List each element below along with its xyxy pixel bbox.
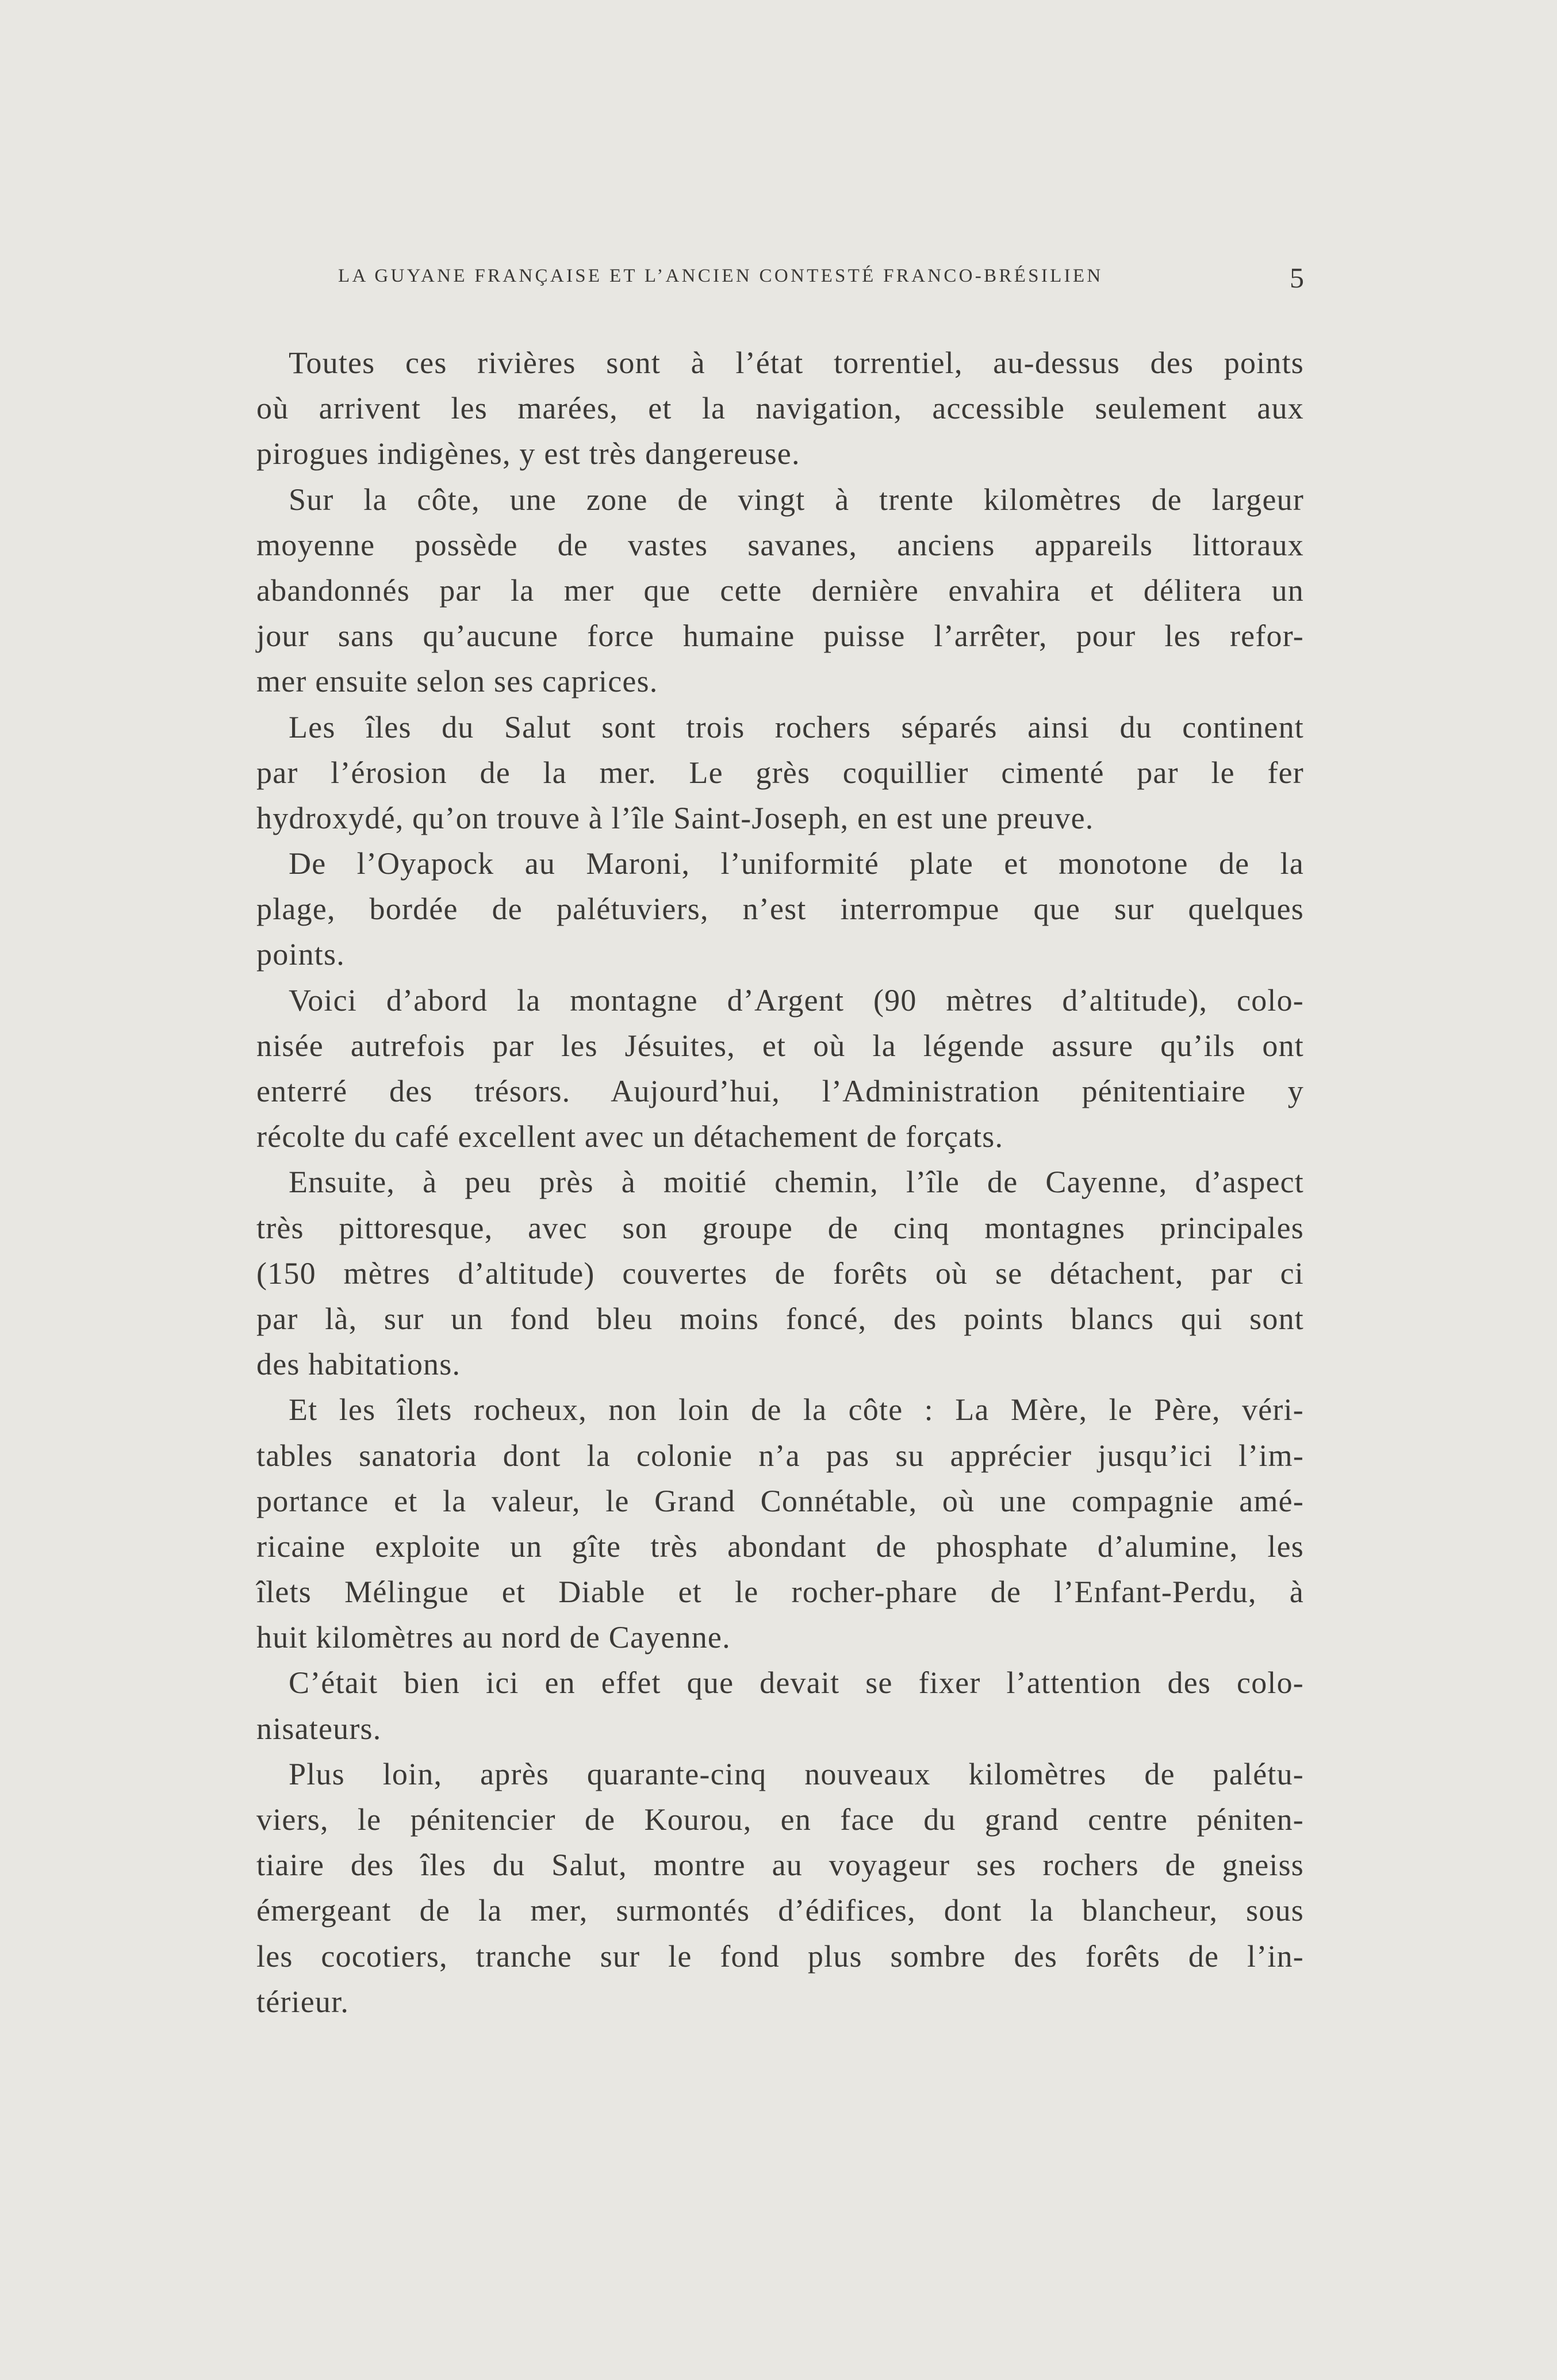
text-line: par là, sur un fond bleu moins foncé, des points blancs qui sont <box>256 1301 1304 1336</box>
text-line: jour sans qu’aucune force humaine puisse l’arrêter, pour les refor- <box>256 619 1304 654</box>
text-line: Plus loin, après quarante-cinq nouveaux kilomètres de palétu- <box>289 1756 1304 1791</box>
text-line: portance et la valeur, le Grand Connétable, où une compagnie amé- <box>256 1483 1304 1518</box>
text-line: nisateurs. <box>256 1711 382 1746</box>
text-line: enterré des trésors. Aujourd’hui, l’Administration pénitentiaire y <box>256 1074 1304 1108</box>
text-line: où arrivent les marées, et la navigation, accessible seulement aux <box>256 391 1304 426</box>
text-line: Ensuite, à peu près à moitié chemin, l’île de Cayenne, d’aspect <box>289 1165 1304 1200</box>
text-line: viers, le pénitencier de Kourou, en face du grand centre péniten- <box>256 1802 1304 1837</box>
text-line: plage, bordée de palétuviers, n’est interrompue que sur quelques <box>256 892 1304 927</box>
text-line: mer ensuite selon ses caprices. <box>256 664 658 699</box>
text-line: les cocotiers, tranche sur le fond plus sombre des forêts de l’in- <box>256 1938 1304 1974</box>
text-line: Voici d’abord la montagne d’Argent (90 mètres d’altitude), colo- <box>289 982 1304 1018</box>
text-line: récolte du café excellent avec un détachement de forçats. <box>256 1119 1004 1154</box>
text-line: par l’érosion de la mer. Le grès coquillier cimenté par le fer <box>256 755 1304 790</box>
running-head <box>338 262 1304 300</box>
text-line: pirogues indigènes, y est très dangereuse. <box>256 436 800 471</box>
text-line: émergeant de la mer, surmontés d’édifices, dont la blancheur, sous <box>256 1893 1304 1928</box>
text-line: îlets Mélingue et Diable et le rocher-phare de l’Enfant-Perdu, à <box>256 1575 1304 1610</box>
text-line: Toutes ces rivières sont à l’état torrentiel, au-dessus des points <box>289 346 1304 380</box>
text-line: De l’Oyapock au Maroni, l’uniformité plate et monotone de la <box>289 846 1304 881</box>
text-line: ricaine exploite un gîte très abondant de phosphate d’alumine, les <box>256 1529 1304 1564</box>
text-line: Et les îlets rocheux, non loin de la côte : La Mère, le Père, véri- <box>289 1392 1304 1427</box>
text-line: Sur la côte, une zone de vingt à trente kilomètres de largeur <box>289 482 1304 517</box>
text-line: (150 mètres d’altitude) couvertes de forêts où se détachent, par ci <box>256 1256 1304 1291</box>
text-line: Les îles du Salut sont trois rochers séparés ainsi du continent <box>289 709 1304 744</box>
body-text <box>256 340 1304 2025</box>
text-line: huit kilomètres au nord de Cayenne. <box>256 1620 731 1655</box>
text-line: hydroxydé, qu’on trouve à l’île Saint-Joseph, en est une preuve. <box>256 800 1094 835</box>
page-number: 5 <box>1290 262 1304 294</box>
text-line: moyenne possède de vastes savanes, anciens appareils littoraux <box>256 527 1304 562</box>
text-line: abandonnés par la mer que cette dernière envahira et délitera un <box>256 573 1304 608</box>
text-line: nisée autrefois par les Jésuites, et où la légende assure qu’ils ont <box>256 1028 1304 1063</box>
running-title: LA GUYANE FRANÇAISE ET L’ANCIEN CONTESTÉ FRANCO-BRÉSILIEN <box>338 266 1103 286</box>
text-line: C’était bien ici en effet que devait se fixer l’attention des colo- <box>289 1665 1304 1700</box>
text-line: térieur. <box>256 1984 350 2019</box>
text-line: tiaire des îles du Salut, montre au voyageur ses rochers de gneiss <box>256 1848 1304 1883</box>
text-line: des habitations. <box>256 1347 461 1382</box>
text-line: très pittoresque, avec son groupe de cinq montagnes principales <box>256 1210 1304 1245</box>
text-line: points. <box>256 937 345 972</box>
text-line: tables sanatoria dont la colonie n’a pas su apprécier jusqu’ici l’im- <box>256 1438 1304 1473</box>
